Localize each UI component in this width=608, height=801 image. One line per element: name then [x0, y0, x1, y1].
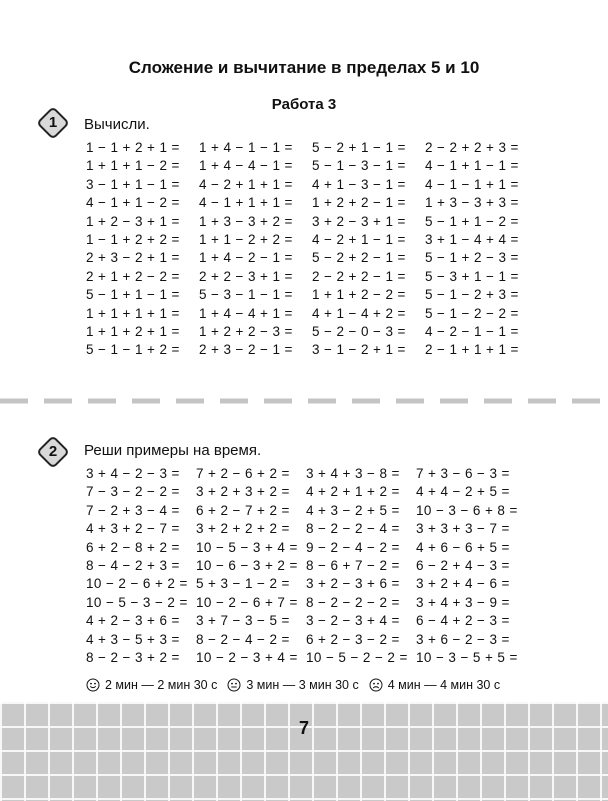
task1-example: 1 + 2 + 2 − 3 = [199, 323, 293, 339]
task1-example: 5 − 1 + 1 − 1 = [86, 287, 180, 303]
task2-example: 4 + 2 + 1 + 2 = [306, 484, 400, 500]
task-2-examples-grid [86, 466, 526, 668]
task1-example: 5 − 1 + 2 − 3 = [425, 250, 519, 266]
task1-example: 5 − 1 − 1 + 2 = [86, 342, 180, 358]
task1-example: 1 + 3 − 3 + 3 = [425, 195, 519, 211]
task1-example: 4 − 1 + 1 − 1 = [425, 158, 519, 174]
task2-example: 4 + 3 + 2 − 7 = [86, 521, 180, 537]
timing-text: 4 мин — 4 мин 30 с [387, 678, 501, 692]
task2-example: 6 + 2 − 7 + 2 = [196, 502, 290, 518]
task1-example: 5 − 1 − 2 − 2 = [425, 305, 519, 321]
task2-example: 3 + 3 + 3 − 7 = [416, 521, 510, 537]
task1-example: 1 + 4 − 1 − 1 = [199, 140, 293, 155]
task1-example: 1 + 1 + 2 − 2 = [312, 287, 406, 303]
task1-example: 1 + 3 − 3 + 2 = [199, 213, 293, 229]
task-2-instruction: Реши примеры на время. [84, 442, 262, 459]
timing-text: 2 мин — 2 мин 30 с [105, 678, 218, 692]
task1-example: 4 − 1 + 1 + 1 = [199, 195, 293, 211]
task2-example: 8 − 2 − 4 − 2 = [196, 631, 290, 647]
task1-example: 3 + 1 − 4 + 4 = [425, 231, 519, 247]
task1-example: 4 − 1 − 1 + 1 = [425, 176, 519, 192]
task2-example: 10 − 5 − 2 − 2 = [306, 649, 408, 665]
task2-example: 6 − 2 + 4 − 3 = [416, 557, 510, 573]
task1-example: 1 + 4 − 2 − 1 = [199, 250, 293, 266]
task2-example: 4 + 2 − 3 + 6 = [86, 613, 180, 629]
task2-example: 5 + 3 − 1 − 2 = [196, 576, 290, 592]
task1-example: 1 − 1 + 2 + 2 = [86, 231, 180, 247]
task2-example: 3 + 4 + 3 − 8 = [306, 466, 400, 481]
sad-face-icon [369, 678, 383, 692]
task2-example: 3 + 2 + 3 + 2 = [196, 484, 290, 500]
task2-example: 10 − 6 − 3 + 2 = [196, 557, 298, 573]
task2-example: 10 − 5 − 3 − 2 = [86, 594, 188, 610]
task2-example: 3 − 2 − 3 + 4 = [306, 613, 400, 629]
task1-example: 2 + 3 − 2 + 1 = [86, 250, 180, 266]
task2-example: 3 + 2 + 2 + 2 = [196, 521, 290, 537]
task2-example: 3 + 2 − 3 + 6 = [306, 576, 400, 592]
task2-example: 3 + 6 − 2 − 3 = [416, 631, 510, 647]
task1-example: 2 − 1 + 1 + 1 = [425, 342, 519, 358]
timing-legend [86, 678, 510, 692]
task2-example: 3 + 4 + 3 − 9 = [416, 594, 510, 610]
page-number: 7 [298, 718, 309, 738]
task1-example: 4 + 1 − 3 − 1 = [312, 176, 406, 192]
task2-example: 9 − 2 − 4 − 2 = [306, 539, 400, 555]
task1-example: 5 − 3 + 1 − 1 = [425, 268, 519, 284]
task1-example: 1 + 2 + 2 − 1 = [312, 195, 406, 211]
task1-example: 3 − 1 − 2 + 1 = [312, 342, 406, 358]
task2-example: 4 + 6 − 6 + 5 = [416, 539, 510, 555]
task1-example: 1 + 1 + 1 − 2 = [86, 158, 180, 174]
task1-example: 1 + 4 − 4 − 1 = [199, 158, 293, 174]
task-2-badge [38, 437, 68, 467]
task2-example: 7 + 3 − 6 − 3 = [416, 466, 510, 481]
task1-example: 2 − 2 + 2 + 3 = [425, 140, 519, 155]
task2-example: 10 − 3 − 5 + 5 = [416, 649, 518, 665]
task2-example: 8 − 2 − 2 − 2 = [306, 594, 400, 610]
task1-example: 4 + 1 − 4 + 2 = [312, 305, 406, 321]
task-1-number: 1 [48, 114, 58, 131]
task2-example: 10 − 2 − 3 + 4 = [196, 649, 298, 665]
task1-example: 5 − 3 − 1 − 1 = [199, 287, 293, 303]
neutral-face-icon [227, 678, 241, 692]
page-title: Сложение и вычитание в пределах 5 и 10 [128, 58, 480, 77]
task2-example: 3 + 4 − 2 − 3 = [86, 466, 180, 481]
dashed-divider [0, 397, 608, 405]
task1-example: 4 − 1 + 1 − 2 = [86, 195, 180, 211]
timing-item [86, 678, 217, 692]
task2-example: 6 + 2 − 8 + 2 = [86, 539, 180, 555]
timing-item [369, 678, 500, 692]
task1-example: 1 + 2 − 3 + 1 = [86, 213, 180, 229]
task1-example: 5 − 2 − 0 − 3 = [312, 323, 406, 339]
task1-example: 4 − 2 + 1 − 1 = [312, 231, 406, 247]
task1-example: 3 + 2 − 3 + 1 = [312, 213, 406, 229]
happy-face-icon [86, 678, 100, 692]
task-1-instruction: Вычисли. [84, 116, 150, 133]
task2-example: 8 − 2 − 3 + 2 = [86, 649, 180, 665]
task1-example: 1 + 1 − 2 + 2 = [199, 231, 293, 247]
task2-example: 4 + 3 − 2 + 5 = [306, 502, 400, 518]
task1-example: 3 − 1 + 1 − 1 = [86, 176, 180, 192]
task2-example: 7 − 3 − 2 − 2 = [86, 484, 180, 500]
task1-example: 5 − 1 − 2 + 3 = [425, 287, 519, 303]
task2-example: 10 − 2 − 6 + 2 = [86, 576, 188, 592]
task2-example: 6 + 2 − 3 − 2 = [306, 631, 400, 647]
task1-example: 5 − 1 + 1 − 2 = [425, 213, 519, 229]
task2-example: 3 + 7 − 3 − 5 = [196, 613, 290, 629]
task2-example: 4 + 4 − 2 + 5 = [416, 484, 510, 500]
task-1-examples-grid [86, 140, 538, 361]
task1-example: 1 + 4 − 4 + 1 = [199, 305, 293, 321]
task1-example: 5 − 2 + 2 − 1 = [312, 250, 406, 266]
timing-text: 3 мин — 3 мин 30 с [246, 678, 359, 692]
task1-example: 1 − 1 + 2 + 1 = [86, 140, 180, 155]
task2-example: 7 − 2 + 3 − 4 = [86, 502, 180, 518]
task2-example: 8 − 4 − 2 + 3 = [86, 557, 180, 573]
task1-example: 2 + 3 − 2 − 1 = [199, 342, 293, 358]
task2-example: 4 + 3 − 5 + 3 = [86, 631, 180, 647]
task2-example: 10 − 2 − 6 + 7 = [196, 594, 298, 610]
task2-example: 10 − 3 − 6 + 8 = [416, 502, 518, 518]
task1-example: 1 + 1 + 1 + 1 = [86, 305, 180, 321]
task-2-number: 2 [48, 443, 58, 460]
task1-example: 4 − 2 − 1 − 1 = [425, 323, 519, 339]
task2-example: 6 − 4 + 2 − 3 = [416, 613, 510, 629]
task2-example: 10 − 5 − 3 + 4 = [196, 539, 298, 555]
work-subtitle: Работа 3 [271, 96, 337, 113]
task2-example: 8 − 6 + 7 − 2 = [306, 557, 400, 573]
task2-example: 3 + 2 + 4 − 6 = [416, 576, 510, 592]
task1-example: 2 + 1 + 2 − 2 = [86, 268, 180, 284]
task1-example: 2 − 2 + 2 − 1 = [312, 268, 406, 284]
task1-example: 5 − 2 + 1 − 1 = [312, 140, 406, 155]
task1-example: 2 + 2 − 3 + 1 = [199, 268, 293, 284]
timing-item [227, 678, 358, 692]
task1-example: 5 − 1 − 3 − 1 = [312, 158, 406, 174]
task2-example: 8 − 2 − 2 − 4 = [306, 521, 400, 537]
task2-example: 7 + 2 − 6 + 2 = [196, 466, 290, 481]
footer-grid-band [0, 702, 608, 801]
task-1-badge [38, 108, 68, 138]
task1-example: 1 + 1 + 2 + 1 = [86, 323, 180, 339]
task1-example: 4 − 2 + 1 + 1 = [199, 176, 293, 192]
